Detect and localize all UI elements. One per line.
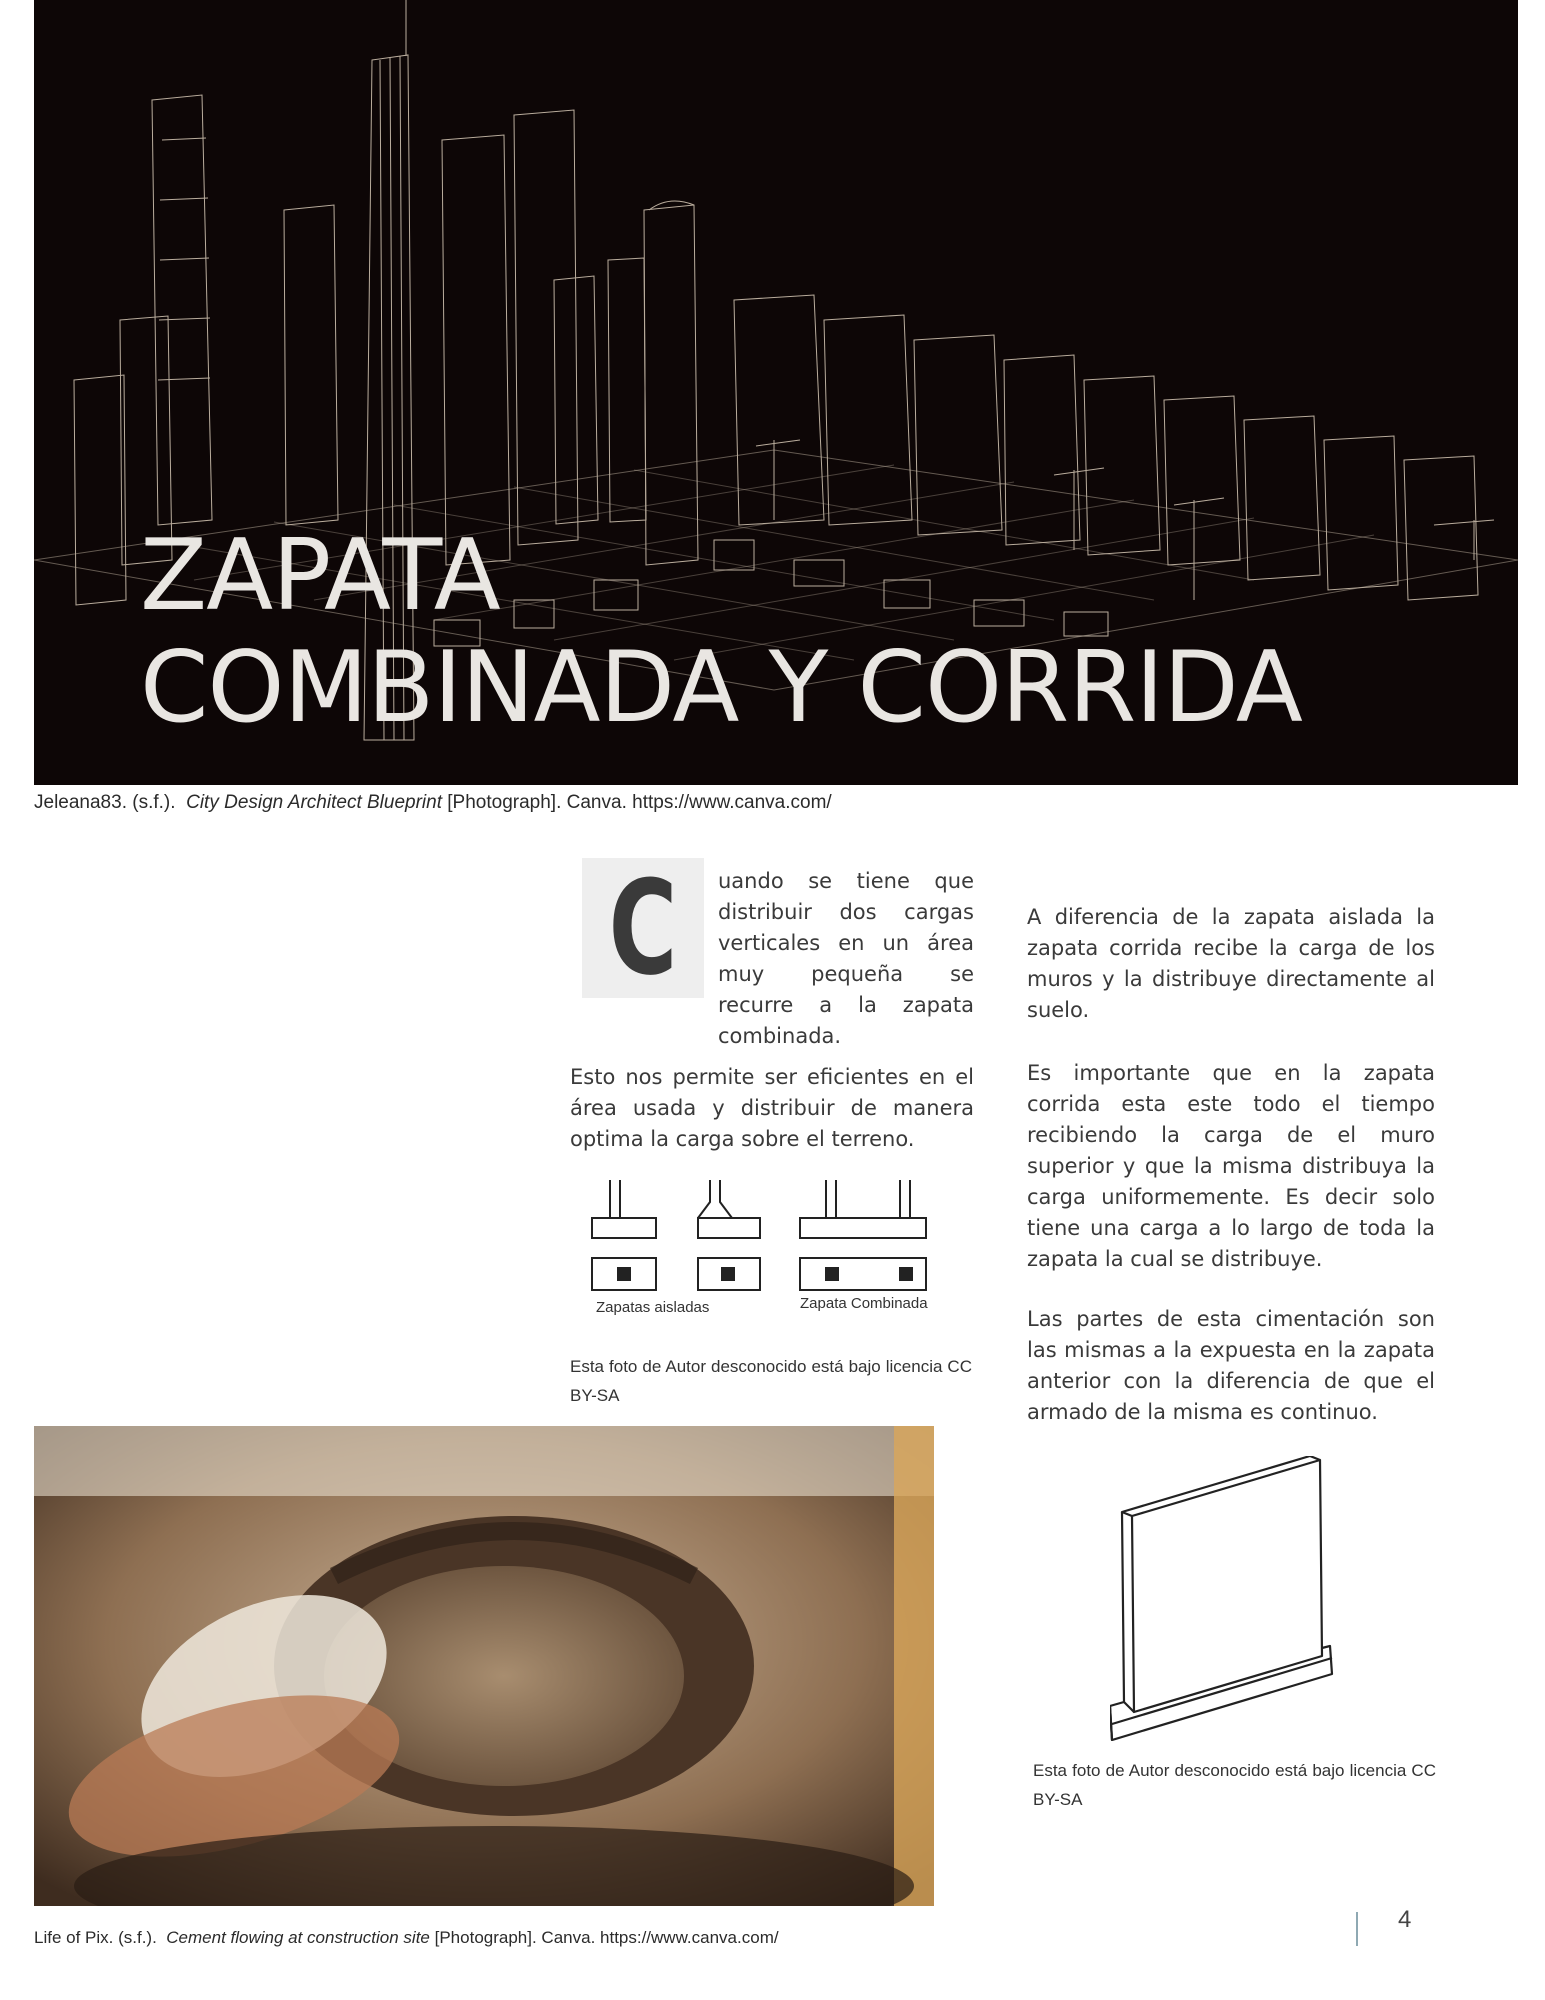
- cement-photo-graphic: [34, 1426, 934, 1906]
- diagram-label-combined: Zapata Combinada: [800, 1295, 928, 1312]
- footing-diagram-graphic: [580, 1180, 940, 1320]
- efficiency-paragraph: Esto nos permite ser eficientes en el área usada y distribuir de manera optima la carga sobre el terreno.: [570, 1065, 974, 1151]
- right-figure-caption: Esta foto de Autor desconocido está bajo licencia CC BY-SA: [1033, 1761, 1436, 1809]
- hero-title-line2: COMBINADA Y CORRIDA: [140, 631, 1302, 745]
- photo2-caption: [34, 1928, 779, 1948]
- hero-caption-title: City Design Architect Blueprint: [186, 792, 442, 813]
- intro-paragraph: uando se tiene que distribuir dos cargas verticales en un área muy pequeña se recurre a la zapata combinada.: [718, 869, 974, 1048]
- hero-image: [34, 0, 1518, 785]
- photo2-caption-author: Life of Pix. (s.f.).: [34, 1928, 157, 1947]
- page-number: 4: [1398, 1906, 1412, 1933]
- diagram-caption: Esta foto de Autor desconocido está bajo licencia CC BY-SA: [570, 1357, 972, 1405]
- wall-footing-sketch: [1110, 1456, 1340, 1741]
- hero-caption-author: Jeleana83. (s.f.).: [34, 792, 176, 813]
- right-paragraph-2: Es importante que en la zapata corrida esta este todo el tiempo recibiendo la carga de el muro superior y que la misma distribuya la carga uniformemente. Es decir solo tiene una carga a lo largo de toda la zapata la cual se distribuye.: [1027, 1061, 1435, 1271]
- hero-caption: [34, 792, 832, 814]
- hero-title: [140, 520, 1302, 744]
- cement-photo: [34, 1426, 934, 1906]
- wall-footing-sketch-graphic: [1110, 1456, 1340, 1741]
- page-number-divider: [1356, 1912, 1358, 1946]
- dropcap-box: [582, 852, 704, 1004]
- dropcap-letter: C: [608, 852, 678, 1004]
- footing-diagram: [580, 1180, 940, 1320]
- hero-title-line1: ZAPATA: [140, 519, 500, 633]
- right-paragraph-3: Las partes de esta cimentación son las mismas a la expuesta en la zapata anterior con la diferencia de que el armado de la misma es continuo.: [1027, 1307, 1435, 1424]
- right-paragraph-1: A diferencia de la zapata aislada la zapata corrida recibe la carga de los muros y la distribuye directamente al suelo.: [1027, 905, 1435, 1022]
- diagram-label-isolated: Zapatas aisladas: [596, 1299, 710, 1316]
- hero-caption-rest: [Photograph]. Canva. https://www.canva.com/: [447, 792, 832, 813]
- photo2-caption-rest: [Photograph]. Canva. https://www.canva.com/: [434, 1928, 779, 1947]
- photo2-caption-title: Cement flowing at construction site: [166, 1928, 430, 1947]
